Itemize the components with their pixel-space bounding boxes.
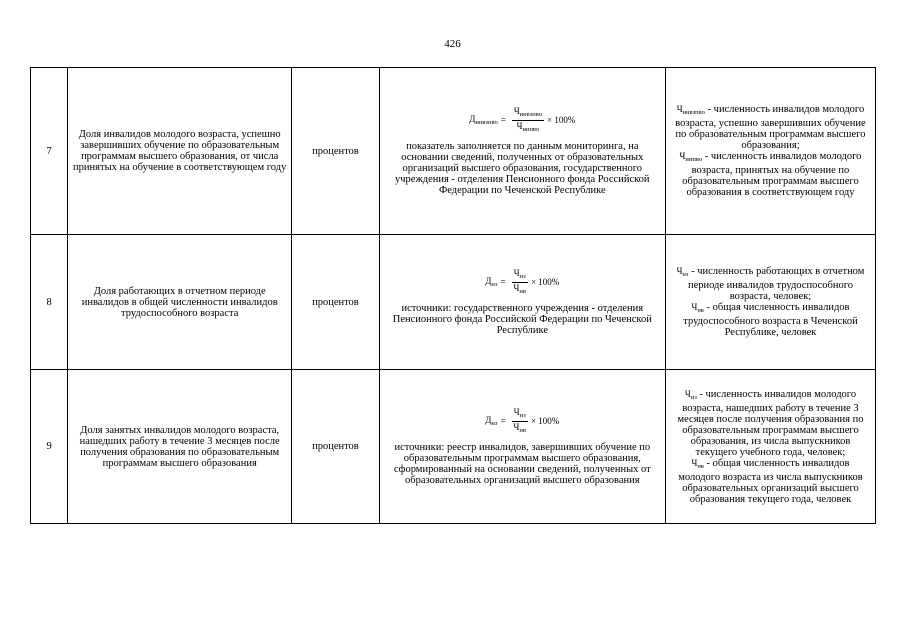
definitions-cell <box>665 370 875 524</box>
calculation-text: показатель заполняется по данным мониторинга, на основании сведений, полученных от образовательных организаций высшего образования, государственного учреждения - отделения Пенсионного фонда Российской Федерации по Чеченской Республике <box>395 141 650 196</box>
formula-lhs: $Д_{инвзпво}$ <box>469 113 498 126</box>
formula-denominator: $Ч_{инпво}$ <box>516 121 540 133</box>
formula-fraction <box>512 268 528 297</box>
indicator-name: Доля работающих в отчетном периоде инвалидов в общей численности инвалидов трудоспособного возраста <box>68 235 292 370</box>
formula-lhs: $Д_{нз}$ <box>485 275 498 288</box>
row-number: 8 <box>31 235 68 370</box>
indicator-name: Доля занятых инвалидов молодого возраста, нашедших работу в течение 3 месяцев после получения образования по образовательным программам высшего образования <box>68 370 292 524</box>
formula-equals: = <box>500 277 506 287</box>
definitions-cell <box>665 235 875 370</box>
formula-numerator: $Ч_{инвзпво}$ <box>512 106 544 121</box>
definition-item: $Ч_{нв}$ - общая численность инвалидов трудоспособного возраста в Чеченской Республике, человек <box>683 302 858 338</box>
formula <box>485 407 559 436</box>
indicators-table <box>30 67 876 524</box>
indicator-unit: процентов <box>292 370 379 524</box>
formula-multiplier: × 100% <box>530 416 560 426</box>
page-number: 426 <box>444 38 461 50</box>
definition-item: $Ч_{инпво}$ - численность инвалидов молодого возраста, принятых на обучение по образовательным программам высшего образования в соответствующем году <box>679 151 862 198</box>
formula <box>485 268 559 297</box>
table-row-7 <box>31 68 876 235</box>
formula-multiplier: × 100% <box>547 115 576 125</box>
table-row-9 <box>31 370 876 524</box>
definitions-cell <box>665 68 875 235</box>
formula-denominator: $Ч_{нв}$ <box>513 283 526 295</box>
formula-numerator: $Ч_{нз}$ <box>512 268 528 283</box>
formula-equals: = <box>500 416 506 426</box>
calculation-cell <box>379 370 665 524</box>
formula-equals: = <box>500 115 506 125</box>
formula-multiplier: × 100% <box>530 277 560 287</box>
indicator-name: Доля инвалидов молодого возраста, успешно завершивших обучение по образовательным программам высшего образования, от числа принятых на обучение в соответствующем году <box>68 68 292 235</box>
indicator-unit: процентов <box>292 235 379 370</box>
definition-item: $Ч_{нз}$ - численность инвалидов молодого возраста, нашедших работу в течение 3 месяцев после получения образования по образовательным программам высшего образования, из числа выпускников текущего учебного года, человек; <box>677 388 864 458</box>
row-number: 9 <box>31 370 68 524</box>
definition-item: $Ч_{инвзпво}$ - численность инвалидов молодого возраста, успешно завершивших обучение по образовательным программам высшего образования; <box>675 104 866 151</box>
formula-fraction <box>512 407 528 436</box>
table-row-8 <box>31 235 876 370</box>
definition-item: $Ч_{нв}$ - общая численность инвалидов молодого возраста из числа выпускников образовательных организаций высшего образования текущего года, человек <box>678 457 863 505</box>
formula-fraction <box>512 106 544 135</box>
calculation-cell <box>379 68 665 235</box>
definition-item: $Ч_{нз}$ - численность работающих в отчетном периоде инвалидов трудоспособного возраста, человек; <box>676 266 865 302</box>
indicator-unit: процентов <box>292 68 379 235</box>
formula <box>469 106 575 135</box>
row-number: 7 <box>31 68 68 235</box>
calculation-cell <box>379 235 665 370</box>
formula-denominator: $Ч_{нв}$ <box>513 422 526 434</box>
formula-numerator: $Ч_{нз}$ <box>512 407 528 422</box>
calculation-text: источники: реестр инвалидов, завершивших обучение по образовательным программам высшего образования, сформированный на основании сведений, полученных от образовательных организаций высшего образования <box>393 442 651 486</box>
formula-lhs: $Д_{нз}$ <box>485 414 498 427</box>
calculation-text: источники: государственного учреждения - отделения Пенсионного фонда Российской Федерации по Чеченской Республике <box>392 303 652 336</box>
